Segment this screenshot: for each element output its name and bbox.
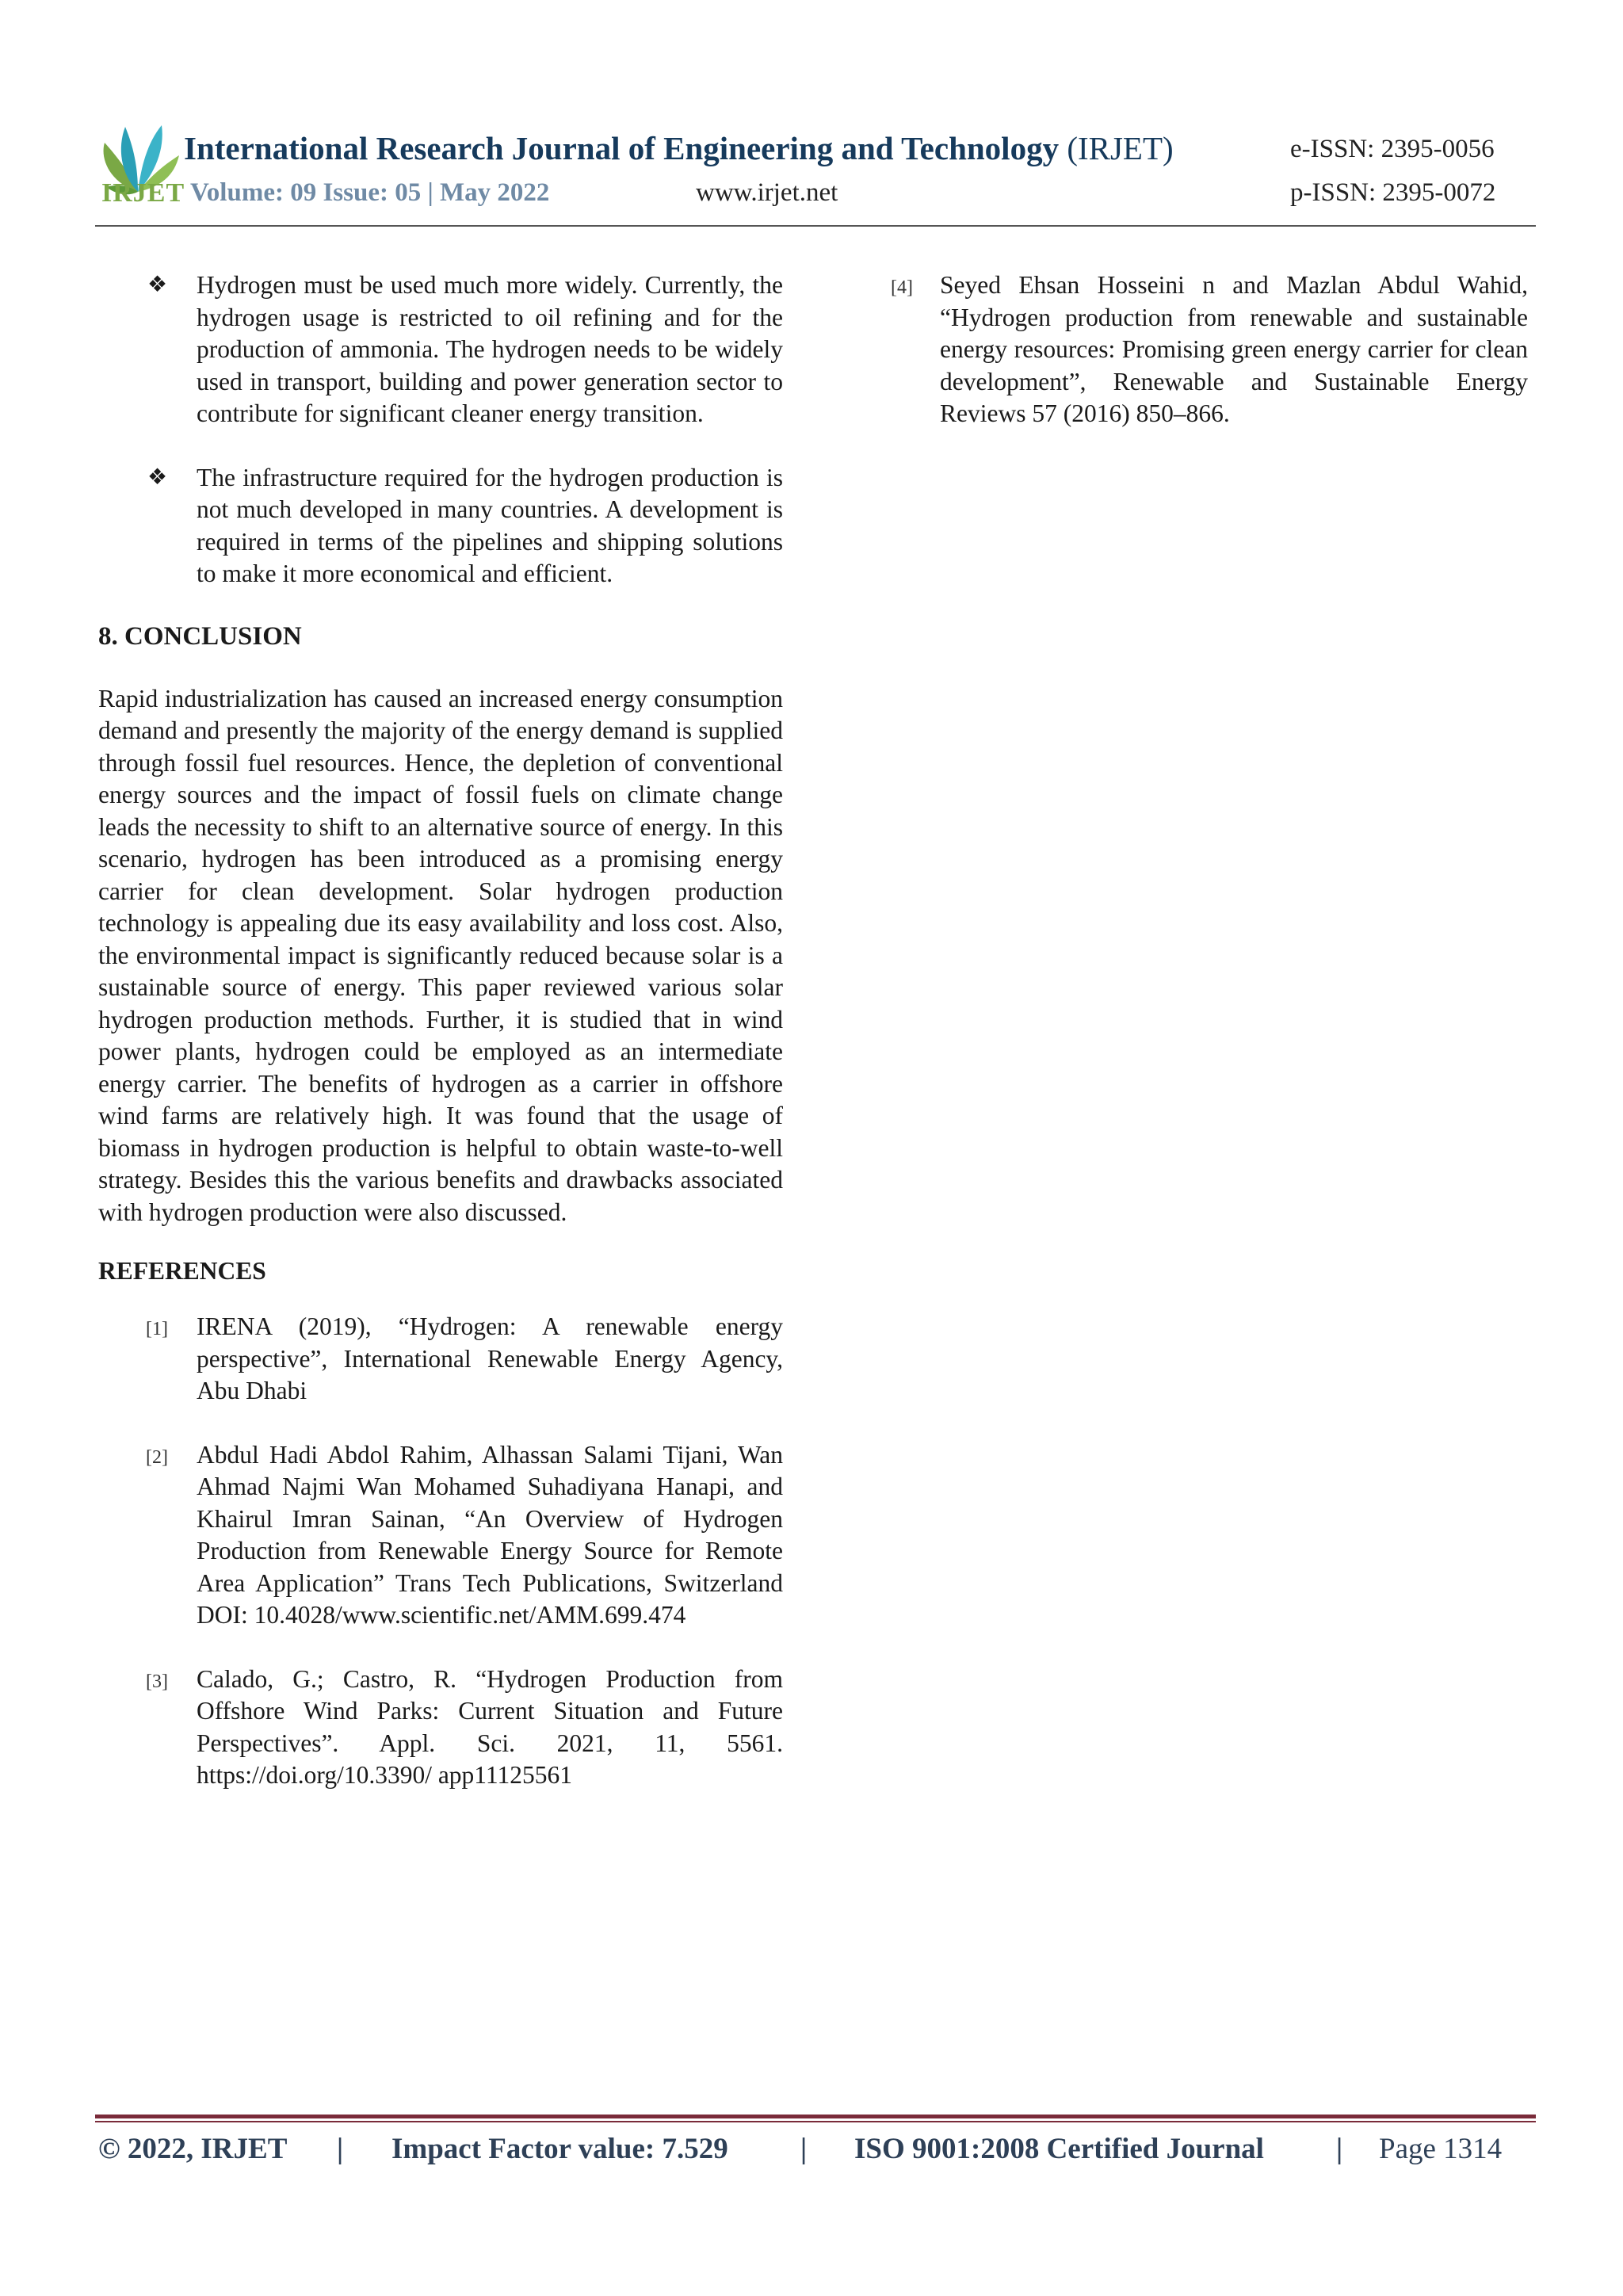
footer-impact-factor: Impact Factor value: 7.529 bbox=[391, 2133, 728, 2165]
reference-item bbox=[98, 1664, 783, 1792]
journal-abbr: (IRJET) bbox=[1067, 130, 1174, 166]
logo-text: IRJET bbox=[101, 178, 185, 208]
left-column bbox=[98, 269, 783, 1824]
right-column bbox=[891, 269, 1528, 430]
footer-divider-thin bbox=[95, 2121, 1536, 2122]
journal-title bbox=[184, 129, 1174, 167]
reference-item bbox=[891, 269, 1528, 430]
issue-info: Volume: 09 Issue: 05 | May 2022 bbox=[190, 178, 550, 207]
reference-item bbox=[98, 1311, 783, 1408]
journal-title-text: International Research Journal of Engineering and Technology bbox=[184, 130, 1060, 166]
bullet-item bbox=[98, 462, 783, 590]
eissn: e-ISSN: 2395-0056 bbox=[1290, 135, 1495, 163]
footer-separator: | bbox=[1336, 2133, 1343, 2165]
reference-number: [3] bbox=[146, 1671, 168, 1692]
bullet-text: Hydrogen must be used much more widely. Currently, the hydrogen usage is restricted to oil refining and for the production of ammonia. The hydrogen needs to be widely used in transport, building and power generation sector to contribute for significant cleaner energy transition. bbox=[197, 271, 783, 427]
conclusion-text: Rapid industrialization has caused an increased energy consumption demand and presently the majority of the energy demand is supplied through fossil fuel resources. Hence, the depletion of conventional energy sources and the impact of fossil fuels on climate change leads the necessity to shift to an alternative source of energy. In this scenario, hydrogen has been introduced as a promising energy carrier for clean development. Solar hydrogen production technology is appealing due its easy availability and loss cost. Also, the environmental impact is significantly reduced because solar is a sustainable source of energy. This paper reviewed various solar hydrogen production methods. Further, it is studied that in wind power plants, hydrogen could be employed as an intermediate energy carrier. The benefits of hydrogen as a carrier in offshore wind farms are relatively high. It was found that the usage of biomass in hydrogen production is helpful to obtain waste-to-well strategy. Besides this the various benefits and drawbacks associated with hydrogen production were also discussed. bbox=[98, 684, 783, 1226]
header-divider bbox=[95, 225, 1536, 227]
footer-separator: | bbox=[800, 2133, 808, 2165]
reference-item bbox=[98, 1439, 783, 1632]
references-heading: REFERENCES bbox=[98, 1257, 266, 1285]
reference-number: [4] bbox=[891, 277, 913, 298]
footer-page-number: Page 1314 bbox=[1379, 2133, 1503, 2165]
bullet-item bbox=[98, 269, 783, 430]
footer-copyright: © 2022, IRJET bbox=[98, 2133, 288, 2165]
section-heading-conclusion: 8. CONCLUSION bbox=[98, 621, 302, 651]
reference-number: [2] bbox=[146, 1446, 168, 1468]
diamond-bullet-icon: ❖ bbox=[147, 273, 168, 297]
website-link[interactable]: www.irjet.net bbox=[696, 178, 838, 207]
reference-number: [1] bbox=[146, 1319, 168, 1339]
footer-divider bbox=[95, 2115, 1536, 2118]
diamond-bullet-icon: ❖ bbox=[147, 464, 168, 490]
reference-text: Calado, G.; Castro, R. “Hydrogen Production from Offshore Wind Parks: Current Situation and Future Perspectives”. Appl. Sci. 2021, 11, 5561. https://doi.org/10.3390/ app11125561 bbox=[197, 1664, 783, 1789]
footer-separator: | bbox=[337, 2133, 344, 2165]
pissn: p-ISSN: 2395-0072 bbox=[1290, 178, 1496, 207]
reference-text: IRENA (2019), “Hydrogen: A renewable energy perspective”, International Renewable Energy Agency, Abu Dhabi bbox=[197, 1312, 783, 1404]
reference-text: Seyed Ehsan Hosseini n and Mazlan Abdul Wahid, “Hydrogen production from renewable and sustainable energy resources: Promising green energy carrier for clean development”, Renewable and Sustainable Energy Reviews 57 (2016) 850–866. bbox=[940, 271, 1528, 427]
reference-text: Abdul Hadi Abdol Rahim, Alhassan Salami Tijani, Wan Ahmad Najmi Wan Mohamed Suhadiyana Hanapi, and Khairul Imran Sainan, “An Overview of Hydrogen Production from Renewable Energy Source for Remote Area Application” Trans Tech Publications, Switzerland DOI: 10.4028/www.scientific.net/AMM.699.474 bbox=[197, 1440, 783, 1629]
bullet-text: The infrastructure required for the hydrogen production is not much developed in many countries. A development is required in terms of the pipelines and shipping solutions to make it more economical and efficient. bbox=[197, 463, 783, 587]
footer-iso: ISO 9001:2008 Certified Journal bbox=[854, 2133, 1264, 2165]
